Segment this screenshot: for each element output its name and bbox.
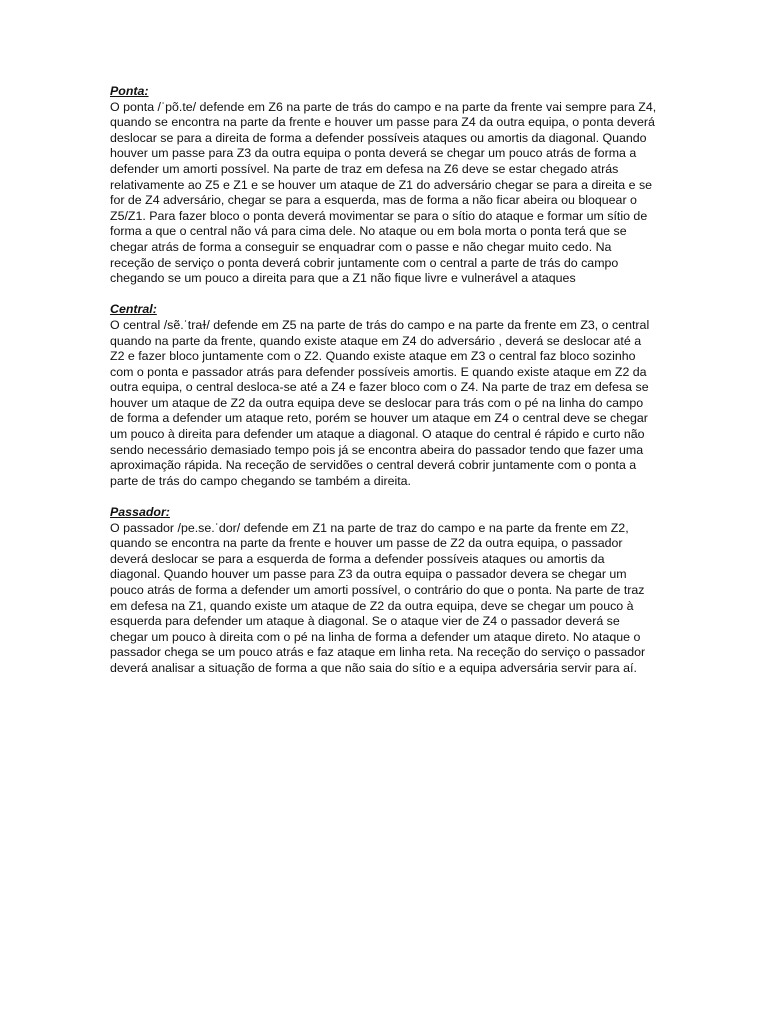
- section-body-ponta: O ponta /ˈpõ.te/ defende em Z6 na parte de trás do campo e na parte da frente vai sempre para Z4, quando se encontra na parte da frente e houver um passe para Z4 da outra equipa, o ponta deverá deslocar se para a direita de forma a defender possíveis ataques ou amortis da diagonal. Quando houver um passe para Z3 da outra equipa o ponta deverá se chegar um pouco atrás de forma a defender um amorti possível. Na parte de traz em defesa na Z6 deve se estar chegado atrás relativamente ao Z5 e Z1 e se houver um ataque de Z1 do adversário chegar se para a direita e se for de Z4 adversário, chegar se para a esquerda, mas de forma a não ficar abeira ou bloquear o Z5/Z1. Para fazer bloco o ponta deverá movimentar se para o sítio do ataque e formar um sítio de forma a que o central não vá para cima dele. No ataque ou em bola morta o ponta terá que se chegar atrás de forma a conseguir se enquadrar com o passe e não chegar muito cedo. Na receção de serviço o ponta deverá cobrir juntamente com o central a parte de trás do campo chegando se um pouco a direita para que a Z1 não fique livre e vulnerável a ataques: [110, 99, 657, 286]
- section-heading-ponta: Ponta:: [110, 84, 149, 98]
- section-central: [110, 302, 658, 489]
- section-body-central: O central /sẽ.ˈtraɫ/ defende em Z5 na parte de trás do campo e na parte da frente em Z3, o central quando na parte da frente, quando existe ataque em Z4 do adversário , deverá se deslocar até a Z2 e fazer bloco juntamente com o Z2. Quando existe ataque em Z3 o central faz bloco sozinho com o ponta e passador atrás para defender possíveis amortis. E quando existe ataque em Z2 da outra equipa, o central desloca-se até a Z4 e fazer bloco com o Z4. Na parte de traz em defesa se houver um ataque de Z2 da outra equipa deve se deslocar para trás com o pé na linha do campo de forma a defender um ataque reto, porém se houver um ataque em Z4 o central deve se chegar um pouco à direita para defender um ataque a diagonal. O ataque do central é rápido e curto não sendo necessário demasiado tempo pois já se encontra abeira do passador tendo que fazer uma aproximação rápida. Na receção de servidões o central deverá cobrir juntamente com o ponta a parte de trás do campo chegando se também a direita.: [110, 317, 650, 488]
- section-heading-passador: Passador:: [110, 505, 170, 520]
- section-passador: [110, 505, 658, 677]
- document-page: [110, 84, 658, 692]
- section-heading-central: Central:: [110, 302, 157, 317]
- section-body-passador: O passador /pe.se.ˈdor/ defende em Z1 na parte de traz do campo e na parte da frente em Z2, quando se encontra na parte da frente e houver um passe de Z2 da outra equipa, o passador deverá deslocar se para a esquerda de forma a defender possíveis ataques ou amortis da diagonal. Quando houver um passe para Z3 da outra equipa o passador devera se chegar um pouco atrás de forma a defender um amorti possível, o contrário do que o ponta. Na parte de traz em defesa na Z1, quando existe um ataque de Z2 da outra equipa, deve se chegar um pouco à esquerda para defender um ataque à diagonal. Se o ataque vier de Z4 o passador deverá se chegar um pouco à direita com o pé na linha de forma a defender um ataque direto. No ataque o passador chega se um pouco atrás e faz ataque em linha reta. Na receção do serviço o passador deverá analisar a situação de forma a que não saia do sítio e a equipa adversária servir para aí.: [110, 520, 646, 675]
- section-ponta: [110, 84, 658, 287]
